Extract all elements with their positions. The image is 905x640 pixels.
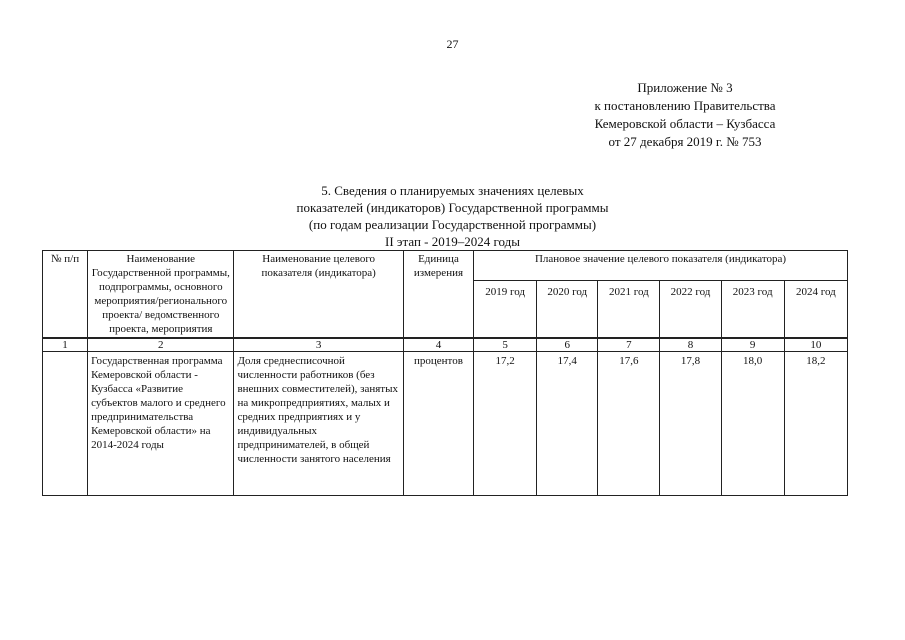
appendix-line: Кемеровской области – Кузбасса [594,116,776,131]
row-program: Государственная программа Кемеровской области - Кузбасса «Развитие субъектов малого и среднего предпринимательства Кемеровской области» на 2014-2024 годы [88,352,234,496]
indicators-table [42,250,848,496]
page-number: 27 [446,37,459,51]
row-num [43,352,88,496]
header-program: Наименование Государственной программы, подпрограммы, основного мероприятия/регионального проекта/ ведомственного проекта, мероприятия [88,251,234,339]
column-number: 3 [234,338,403,352]
column-number: 8 [660,338,721,352]
header-year: 2019 год [474,281,537,339]
heading-line: (по годам реализации Государственной программы) [308,217,597,232]
row-value-2019: 17,2 [474,352,537,496]
column-number: 6 [537,338,598,352]
column-number: 4 [403,338,473,352]
heading-line: II этап - 2019–2024 годы [385,234,520,249]
appendix-line: к постановлению Правительства [594,98,776,113]
header-year: 2024 год [784,281,847,339]
heading-line: 5. Сведения о планируемых значениях целевых [321,183,584,198]
heading-line: показателей (индикаторов) Государственной программы [296,200,609,215]
row-value-2020: 17,4 [537,352,598,496]
appendix-line: от 27 декабря 2019 г. № 753 [608,134,762,149]
header-num: № п/п [43,251,88,339]
row-value-2021: 17,6 [598,352,660,496]
column-number: 2 [88,338,234,352]
header-year: 2023 год [721,281,784,339]
appendix-line: Приложение № 3 [637,80,733,95]
column-number: 7 [598,338,660,352]
column-number: 10 [784,338,847,352]
row-indicator: Доля среднесписочной численности работников (без внешних совместителей), занятых на микропредприятиях, малых и средних предприятиях и у индивидуальных предпринимателей, в общей численности занятого населения [234,352,403,496]
row-unit: процентов [403,352,473,496]
row-value-2023: 18,0 [721,352,784,496]
header-year: 2021 год [598,281,660,339]
appendix-block [560,79,810,151]
header-unit: Единица измерения [403,251,473,339]
column-number: 1 [43,338,88,352]
header-planned: Плановое значение целевого показателя (индикатора) [474,251,848,281]
section-heading [200,182,705,250]
column-number: 5 [474,338,537,352]
header-year: 2020 год [537,281,598,339]
row-value-2022: 17,8 [660,352,721,496]
row-value-2024: 18,2 [784,352,847,496]
column-number: 9 [721,338,784,352]
column-number-row [43,338,848,352]
header-year: 2022 год [660,281,721,339]
table-row [43,352,848,496]
header-indicator: Наименование целевого показателя (индикатора) [234,251,403,339]
header-row [43,251,848,281]
